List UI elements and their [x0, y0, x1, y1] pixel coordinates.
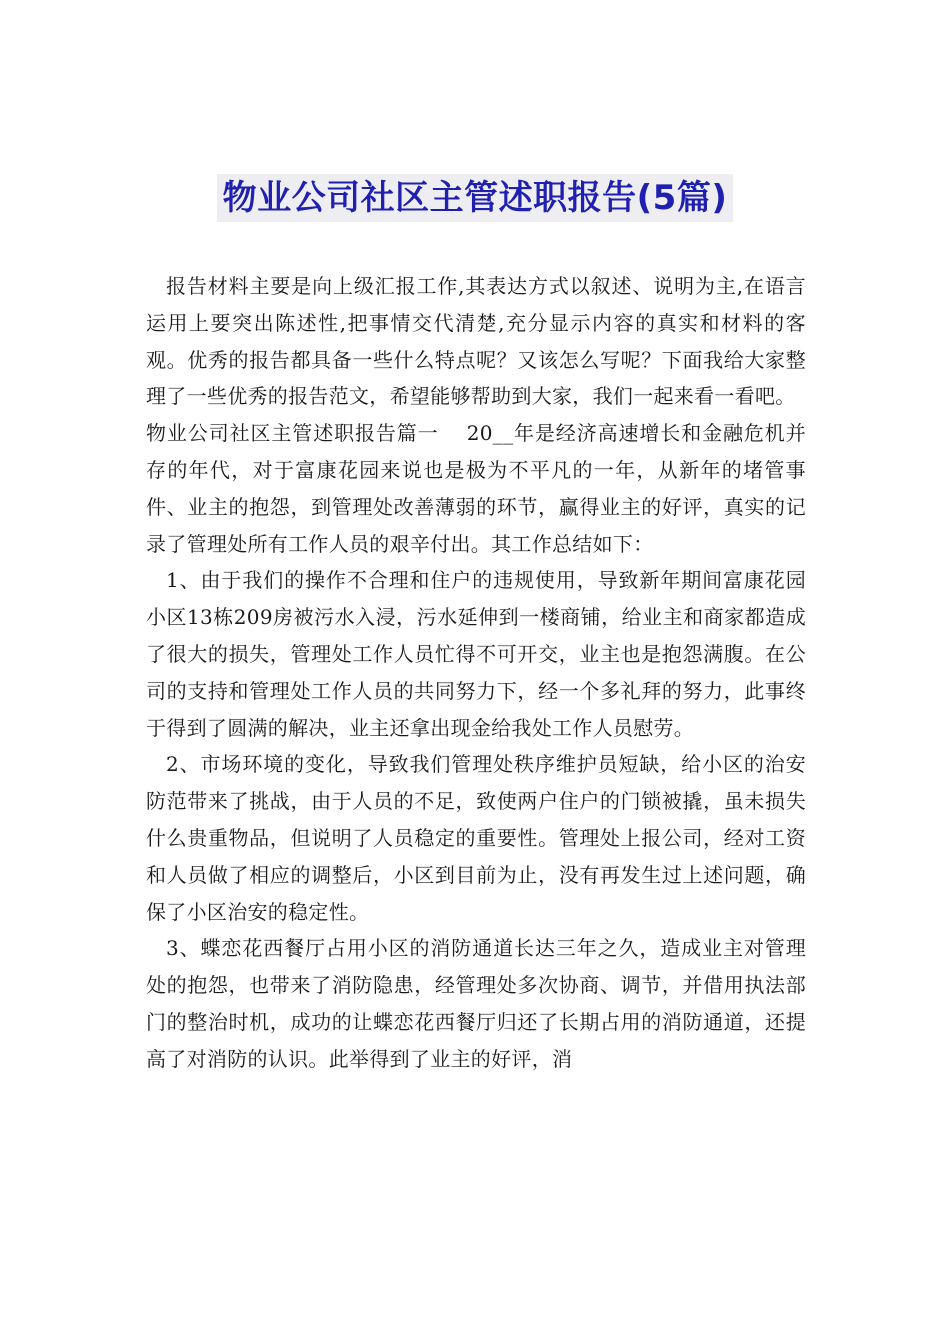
item-three-paragraph: 3、蝶恋花西餐厅占用小区的消防通道长达三年之久，造成业主对管理处的抱怨，也带来了消防隐患，经管理处多次协商、调节，并借用执法部门的整治时机，成功的让蝶恋花西餐厅归还了长期占用的消防通道，还提高了对消防的认识。此举得到了业主的好评，消 — [146, 936, 806, 1071]
section-one-paragraph: 物业公司社区主管述职报告篇一 20__年是经济高速增长和金融危机并存的年代，对于富康花园来说也是极为不平凡的一年，从新年的堵管事件、业主的抱怨，到管理处改善薄弱的环节，赢得业主的好评，真实的记录了管理处所有工作人员的艰辛付出。其工作总结如下： — [146, 421, 806, 556]
title-container — [0, 174, 950, 222]
document-title: 物业公司社区主管述职报告(5篇) — [217, 174, 734, 222]
intro-paragraph: 报告材料主要是向上级汇报工作,其表达方式以叙述、说明为主,在语言运用上要突出陈述性,把事情交代清楚,充分显示内容的真实和材料的客观。优秀的报告都具备一些什么特点呢？又该怎么写呢？下面我给大家整理了一些优秀的报告范文，希望能够帮助到大家，我们一起来看一看吧。 — [146, 274, 806, 409]
item-one-paragraph: 1、由于我们的操作不合理和住户的违规使用，导致新年期间富康花园小区13栋209房被污水入浸，污水延伸到一楼商铺，给业主和商家都造成了很大的损失，管理处工作人员忙得不可开交，业主也是抱怨满腹。在公司的支持和管理处工作人员的共同努力下，经一个多礼拜的努力，此事终于得到了圆满的解决，业主还拿出现金给我处工作人员慰劳。 — [146, 568, 806, 740]
item-two-paragraph: 2、市场环境的变化，导致我们管理处秩序维护员短缺，给小区的治安防范带来了挑战，由于人员的不足，致使两户住户的门锁被撬，虽未损失什么贵重物品，但说明了人员稳定的重要性。管理处上报公司，经对工资和人员做了相应的调整后，小区到目前为止，没有再发生过上述问题，确保了小区治安的稳定性。 — [146, 752, 806, 924]
document-body — [146, 268, 806, 1078]
